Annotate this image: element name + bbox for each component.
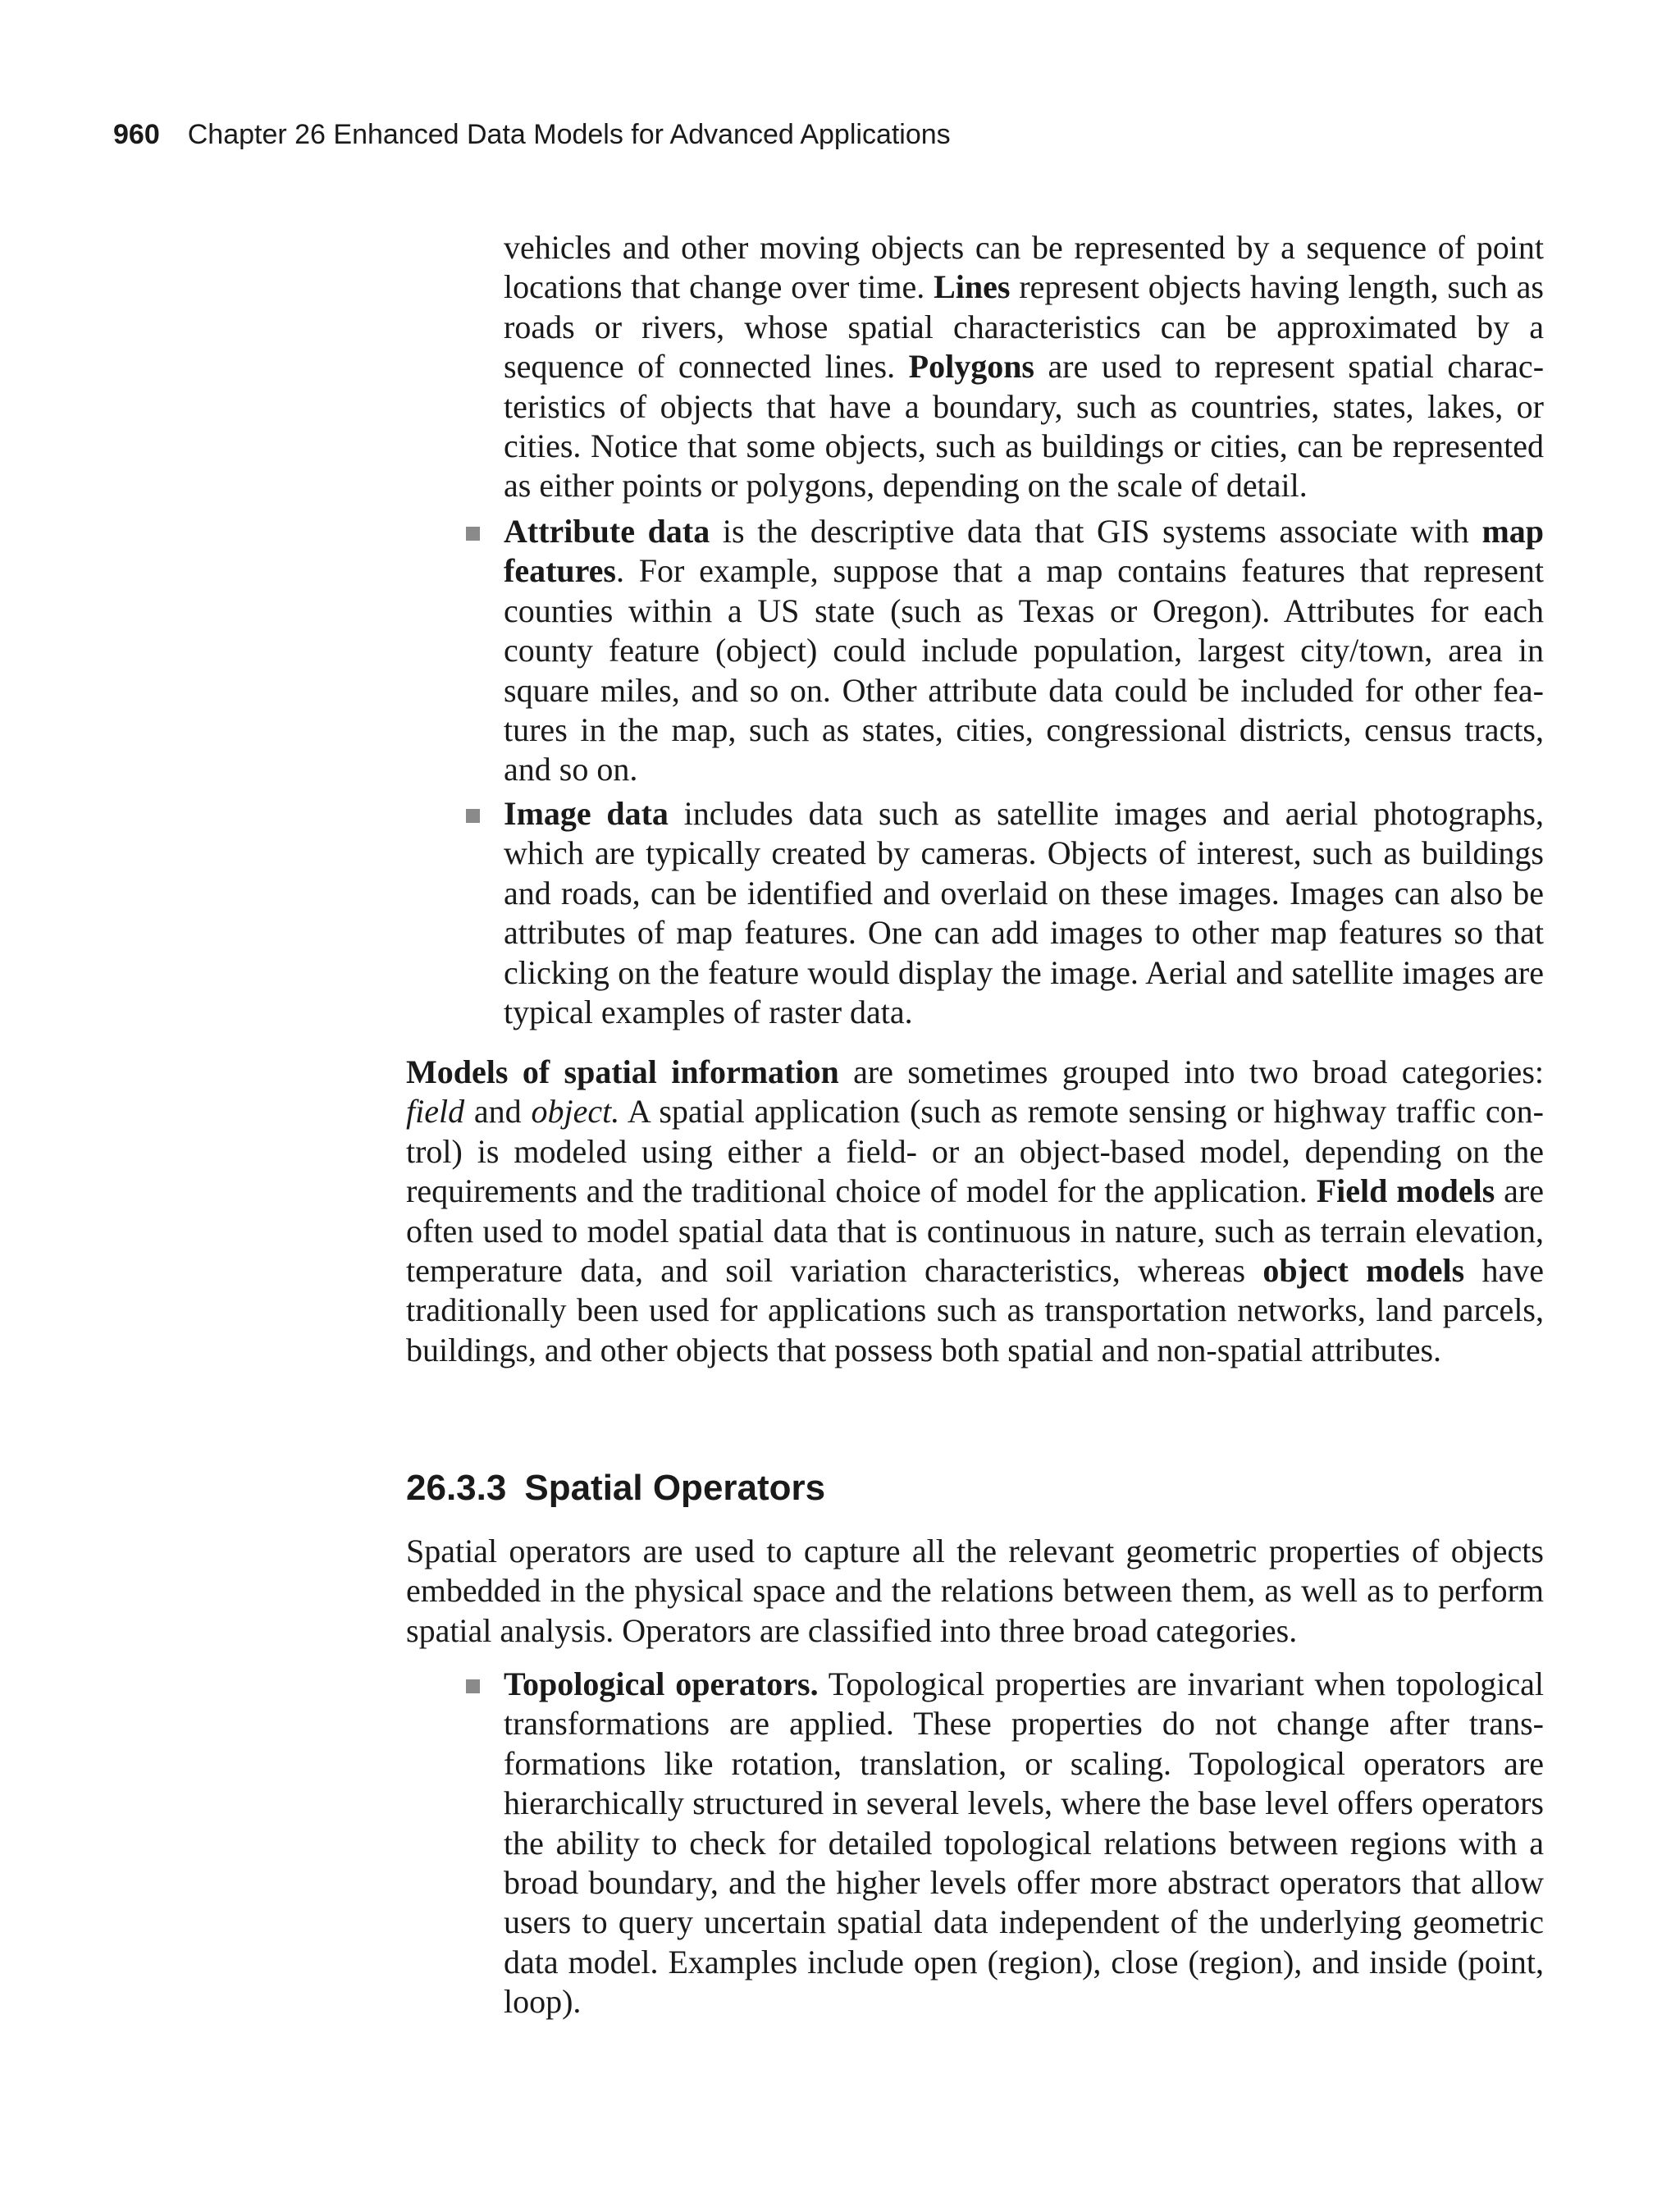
topological-operators-item: Topological operators. Topological properties are invariant when topological transformations are applied. These properties do not change after transformations like rotation, translation, or scaling. Topological operators are hierarchically structured in several levels, where the base level offers operators the ability to check for detailed topological relations between regions with a broad boundary, and the higher levels offer more abstract operators that allow users to query uncertain spatial data independent of the underlying geometric data model. Examples include open (region), close (region), and inside (point, loop). xyxy=(504,1665,1544,2021)
bullet-square xyxy=(466,1679,480,1693)
image-data-item: Image data includes data such as satellite images and aerial photographs, which are typically created by cameras. Objects of interest, such as buildings and roads, can be identified and overlaid on these images. Images can also be attributes of map features. One can add images to other map features so that clicking on the feature would display the image. Aerial and satellite images are typical examples of raster data. xyxy=(504,795,1544,1031)
bullet-square xyxy=(466,527,480,541)
attribute-data-item: Attribute data is the descriptive data that GIS systems associate with map features. For example, suppose that a map contains features that represent counties within a US state (such as Texas or Oregon). Attributes for each county feature (object) could include population, largest city/town, area in square miles, and so on. Other attribute data could be included for other features in the map, such as states, cities, congressional districts, census tracts, and so on. xyxy=(504,513,1545,788)
running-header xyxy=(113,119,951,151)
geometric-data-continuation: vehicles and other moving objects can be represented by a sequence of point locations that change over time. Lines represent objects having length, such as roads or rivers, whose spatial characteristics can be approximated by a sequence of connected lines. Polygons are used to represent spatial characteristics of objects that have a boundary, such as countries, states, lakes, or cities. Notice that some objects, such as buildings or cities, can be represented as either points or polygons, depending on the scale of detail. xyxy=(504,229,1545,505)
page-number: 960 xyxy=(113,119,160,150)
bullet-square xyxy=(466,809,480,823)
chapter-title: Chapter 26 Enhanced Data Models for Advanced Applications xyxy=(187,119,951,150)
models-paragraph: Models of spatial information are sometimes grouped into two broad categories: field and object. A spatial application (such as remote sensing or highway traffic control) is modeled using either a field- or an object-based model, depending on the requirements and the traditional choice of model for the application. Field models are often used to model spatial data that is continuous in nature, such as terrain elevation, temperature data, and soil variation characteristics, whereas object models have traditionally been used for applications such as transportation networks, land parcels, buildings, and other objects that possess both spatial and non-spatial attributes. xyxy=(406,1053,1544,1368)
section-heading: 26.3.3 Spatial Operators xyxy=(406,1468,826,1508)
operators-intro: Spatial operators are used to capture all the relevant geometric properties of objects embedded in the physical space and the relations between them, as well as to perform spatial analysis. Operators are classified into three broad categories. xyxy=(406,1533,1544,1649)
